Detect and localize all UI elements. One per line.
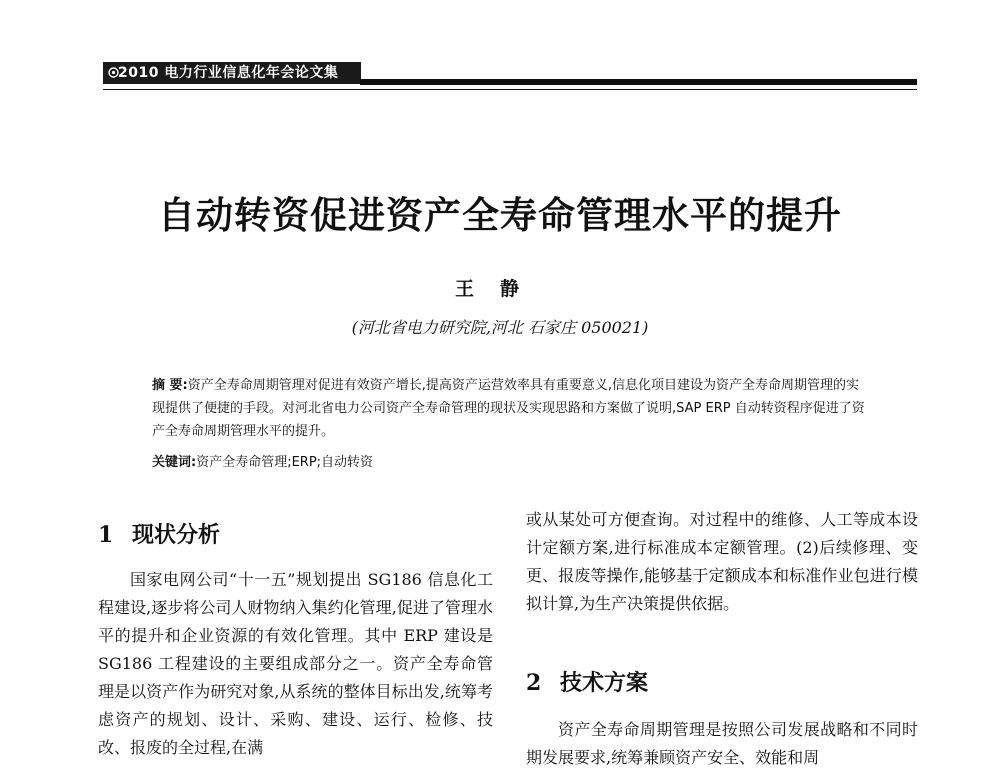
section-2-number: 2 <box>526 670 542 696</box>
abstract <box>152 374 868 443</box>
keywords-label: 关键词: <box>152 455 197 470</box>
section-1-number: 1 <box>98 522 114 548</box>
section-1-heading <box>98 520 220 550</box>
author-affiliation: (河北省电力研究院,河北 石家庄 050021) <box>351 318 649 337</box>
right-column-bottom <box>526 716 918 772</box>
header-rule-thick <box>360 79 917 85</box>
header-rule-thin <box>103 89 917 90</box>
section-1-body: 国家电网公司“十一五”规划提出 SG186 信息化工程建设,逐步将公司人财物纳入集约化管理,促进了管理水平的提升和企业资源的有效化管理。其中 ERP 建设是 SG186 工程建设的主要组成部分之一。资产全寿命管理是以资产作为研究对象,从系统的整体目标出发,统筹考虑资产的规划、设计、采购、建设、运行、检修、技改、报废的全过程,在满 <box>98 570 493 757</box>
right-column-top-text: 或从某处可方便查询。对过程中的维修、人工等成本设计定额方案,进行标准成本定额管理。(2)后续修理、变更、报废等操作,能够基于定额成本和标准作业包进行模拟计算,为生产决策提供依据。 <box>526 510 918 613</box>
running-header-label: 2010 电力行业信息化年会论文集 <box>118 65 339 81</box>
abstract-text: 资产全寿命周期管理对促进有效资产增长,提高资产运营效率具有重要意义,信息化项目建设为资产全寿命周期管理的实现提供了便捷的手段。对河北省电力公司资产全寿命管理的现状及实现思路和方案做了说明,SAP ERP 自动转资程序促进了资产全寿命周期管理水平的提升。 <box>152 378 865 439</box>
section-2-heading <box>526 668 648 698</box>
paper-title: 自动转资促进资产全寿命管理水平的提升 <box>158 193 842 237</box>
author-name: 王静 <box>454 278 545 300</box>
keywords <box>152 451 868 474</box>
section-1-title: 现状分析 <box>132 522 221 548</box>
section-2-body: 资产全寿命周期管理是按照公司发展战略和不同时期发展要求,统筹兼顾资产安全、效能和周 <box>526 720 918 767</box>
keywords-text: 资产全寿命管理;ERP;自动转资 <box>196 455 374 470</box>
abstract-label: 摘 要: <box>152 378 188 393</box>
section-2-title: 技术方案 <box>560 670 649 696</box>
left-column <box>98 566 493 762</box>
right-column-continued-text <box>526 506 918 618</box>
